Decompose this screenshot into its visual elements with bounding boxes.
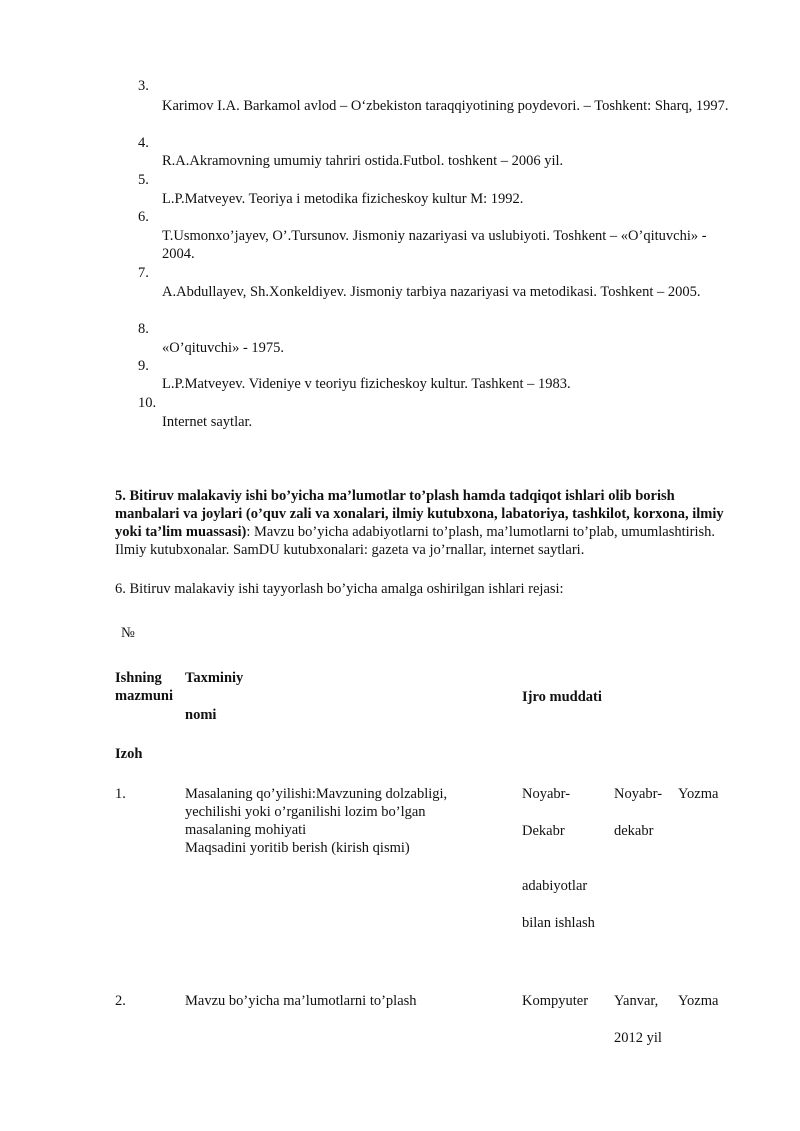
reference-number: 8.: [138, 321, 149, 337]
row-deadline: dekabr: [614, 823, 654, 839]
name-column-header-line2: nomi: [185, 707, 217, 723]
row-period: bilan ishlash: [522, 915, 595, 931]
row-period: adabiyotlar: [522, 878, 588, 894]
row-number: 1.: [115, 786, 126, 802]
row-note: Yozma: [678, 786, 719, 802]
row-deadline: Yanvar,: [614, 993, 659, 1009]
reference-number: 7.: [138, 265, 149, 281]
reference-text: Karimov I.A. Barkamol avlod – O‘zbekiston taraqqiyotining poydevori. – Toshkent: Sharq, 1997.: [162, 98, 729, 114]
row-deadline: Noyabr-: [614, 786, 663, 802]
name-column-header-line1: Taxminiy: [185, 670, 244, 686]
row-period: Noyabr-: [522, 786, 571, 802]
reference-text: L.P.Matveyev. Teoriya i metodika fizicheskoy kultur M: 1992.: [162, 191, 524, 207]
reference-text: L.P.Matveyev. Videniye v teoriyu fizicheskoy kultur. Tashkent – 1983.: [162, 376, 571, 392]
reference-number: 10.: [138, 395, 157, 411]
row-description: Maqsadini yoritib berish (kirish qismi): [185, 840, 410, 856]
number-column-header: №: [121, 625, 135, 641]
reference-number: 4.: [138, 135, 149, 151]
note-column-header: Izoh: [115, 746, 143, 762]
content-column-header-line2: mazmuni: [115, 688, 173, 704]
reference-number: 6.: [138, 209, 149, 225]
row-description: masalaning mohiyati: [185, 822, 307, 838]
row-description: Mavzu bo’yicha ma’lumotlarni to’plash: [185, 993, 417, 1009]
reference-number: 5.: [138, 172, 149, 188]
deadline-column-header: Ijro muddati: [522, 689, 602, 705]
reference-text: T.Usmonxo’jayev, O’.Tursunov. Jismoniy nazariyasi va uslubiyoti. Toshkent – «O’qituvchi» - 2004.: [162, 228, 707, 262]
reference-number: 3.: [138, 78, 149, 94]
row-note: Yozma: [678, 993, 719, 1009]
row-number: 2.: [115, 993, 126, 1009]
section-5-heading: 5. Bitiruv malakaviy ishi bo’yicha ma’lumotlar to’plash hamda tadqiqot ishlari olib borish manbalari va joylari (o’quv zali va xonalari, ilmiy kutubxona, labatoriya, tashkilot, korxona, ilmiy yoki ta’lim muassasi): [115, 488, 724, 540]
section-5-paragraph: [115, 487, 735, 559]
section-6-title: 6. Bitiruv malakaviy ishi tayyorlash bo’yicha amalga oshirilgan ishlari rejasi:: [115, 581, 564, 597]
row-description: Masalaning qo’yilishi:Mavzuning dolzabligi,: [185, 786, 448, 802]
reference-number: 9.: [138, 358, 149, 374]
section-5-body: : Mavzu bo’yicha adabiyotlarni to’plash, ma’lumotlarni to’plab, umumlashtirish. Ilmiy kutubxonalar. SamDU kutubxonalari: gazeta va jo’rnallar, internet saytlari.: [115, 524, 716, 558]
reference-text: «O’qituvchi» - 1975.: [162, 340, 285, 356]
content-column-header-line1: Ishning: [115, 670, 162, 686]
row-period: Dekabr: [522, 823, 565, 839]
reference-text: R.A.Akramovning umumiy tahriri ostida.Futbol. toshkent – 2006 yil.: [162, 153, 564, 169]
reference-text: A.Abdullayev, Sh.Xonkeldiyev. Jismoniy tarbiya nazariyasi va metodikasi. Toshkent – 2005.: [162, 284, 701, 300]
reference-text: Internet saytlar.: [162, 414, 253, 430]
row-deadline: 2012 yil: [614, 1030, 662, 1046]
row-period: Kompyuter: [522, 993, 589, 1009]
row-description: yechilishi yoki o’rganilishi lozim bo’lgan: [185, 804, 426, 820]
